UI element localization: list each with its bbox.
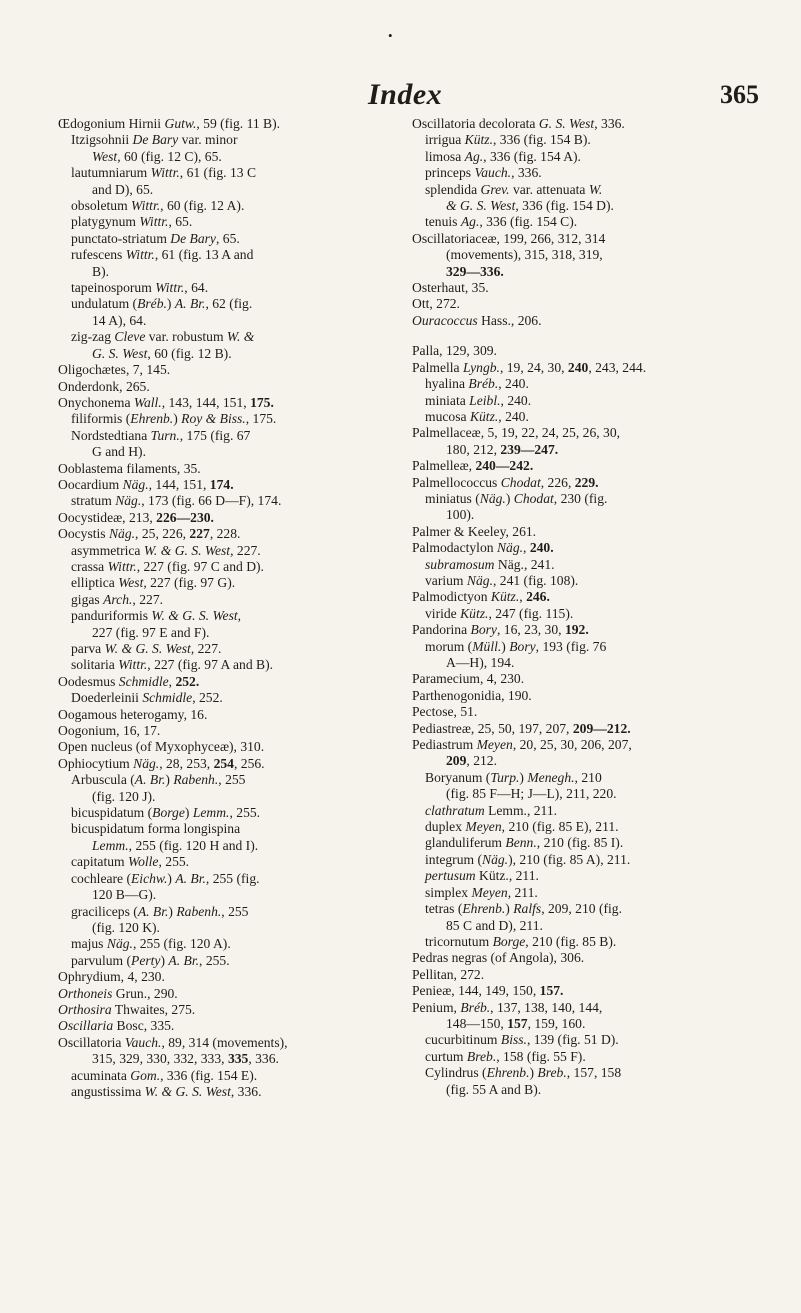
index-entry: duplex Meyen, 210 (fig. 85 E), 211.	[425, 819, 619, 835]
index-entry: Ouracoccus Hass., 206.	[412, 312, 542, 328]
index-entry: princeps Vauch., 336.	[425, 165, 542, 181]
index-entry: Orthoneis Grun., 290.	[58, 985, 178, 1001]
index-entry: Arbuscula (A. Br.) Rabenh., 255	[71, 772, 246, 788]
index-entry: integrum (Näg.), 210 (fig. 85 A), 211.	[425, 851, 631, 867]
index-entry: punctato-striatum De Bary, 65.	[71, 230, 240, 246]
index-entry: pertusum Kütz., 211.	[425, 868, 539, 884]
index-column-right	[412, 116, 762, 1098]
index-entry: Cylindrus (Ehrenb.) Breb., 157, 158	[425, 1065, 622, 1081]
index-entry: 120 B—G).	[92, 887, 157, 903]
index-entry: Oocystideæ, 213, 226—230.	[58, 509, 214, 525]
index-entry: angustissima W. & G. S. West, 336.	[71, 1083, 262, 1099]
index-entry: Paramecium, 4, 230.	[412, 671, 525, 687]
index-entry: & G. S. West, 336 (fig. 154 D).	[446, 198, 614, 214]
index-entry: 85 C and D), 211.	[446, 917, 543, 933]
index-entry: Osterhaut, 35.	[412, 280, 489, 296]
index-entry: (movements), 315, 318, 319,	[446, 247, 603, 263]
index-entry: Nordstedtiana Turn., 175 (fig. 67	[71, 427, 251, 443]
section-gap	[412, 329, 762, 343]
index-entry: Penium, Bréb., 137, 138, 140, 144,	[412, 999, 603, 1015]
index-column-left	[58, 116, 398, 1100]
index-entry: obsoletum Wittr., 60 (fig. 12 A).	[71, 198, 245, 214]
index-entry: tricornutum Borge, 210 (fig. 85 B).	[425, 933, 617, 949]
index-entry: 329—336.	[446, 263, 504, 279]
index-entry: Oogamous heterogamy, 16.	[58, 706, 208, 722]
index-entry: bicuspidatum forma longispina	[71, 821, 241, 837]
index-entry: G. S. West, 60 (fig. 12 B).	[92, 345, 232, 361]
index-entry: Ophrydium, 4, 230.	[58, 969, 165, 985]
index-entry: 180, 212, 239—247.	[446, 441, 559, 457]
index-entry: platygynum Wittr., 65.	[71, 214, 193, 230]
page-number: 365	[720, 80, 759, 109]
index-entry: 14 A), 64.	[92, 312, 147, 328]
index-entry: Palmelleæ, 240—242.	[412, 458, 534, 474]
index-entry: panduriformis W. & G. S. West,	[71, 608, 242, 624]
index-entry: asymmetrica W. & G. S. West, 227.	[71, 542, 261, 558]
index-entry: crassa Wittr., 227 (fig. 97 C and D).	[71, 558, 264, 574]
index-entry: West, 60 (fig. 12 C), 65.	[92, 148, 222, 164]
index-entry: Pellitan, 272.	[412, 966, 485, 982]
index-entry: acuminata Gom., 336 (fig. 154 E).	[71, 1067, 258, 1083]
index-entry: bicuspidatum (Borge) Lemm., 255.	[71, 805, 261, 821]
index-entry: undulatum (Bréb.) A. Br., 62 (fig.	[71, 296, 253, 312]
index-entry: Onychonema Wall., 143, 144, 151, 175.	[58, 394, 274, 410]
index-entry: miniatus (Näg.) Chodat, 230 (fig.	[425, 490, 608, 506]
index-entry: Orthosira Thwaites, 275.	[58, 1001, 196, 1017]
index-entry: parvulum (Perty) A. Br., 255.	[71, 952, 230, 968]
index-entry: Oscillatoriaceæ, 199, 266, 312, 314	[412, 230, 606, 246]
page-header	[0, 56, 801, 116]
index-entry: mucosa Kütz., 240.	[425, 408, 529, 424]
index-entry: cucurbitinum Biss., 139 (fig. 51 D).	[425, 1032, 619, 1048]
index-entry: elliptica West, 227 (fig. 97 G).	[71, 575, 236, 591]
index-entry: Palmellococcus Chodat, 226, 229.	[412, 474, 599, 490]
index-entry: Palmellaceæ, 5, 19, 22, 24, 25, 26, 30,	[412, 425, 621, 441]
index-entry: 148—150, 157, 159, 160.	[446, 1015, 586, 1031]
index-entry: Ophiocytium Näg., 28, 253, 254, 256.	[58, 755, 265, 771]
stray-mark: •	[388, 28, 393, 43]
index-entry: Oodesmus Schmidle, 252.	[58, 673, 200, 689]
index-entry: 227 (fig. 97 E and F).	[92, 624, 210, 640]
index-entry: Pectose, 51.	[412, 704, 478, 720]
index-entry: Boryanum (Turp.) Menegh., 210	[425, 769, 602, 785]
index-entry: Pediastrum Meyen, 20, 25, 30, 206, 207,	[412, 737, 632, 753]
index-entry: subramosum Näg., 241.	[425, 556, 555, 572]
index-entry: zig-zag Cleve var. robustum W. &	[71, 329, 255, 345]
index-entry: morum (Müll.) Bory, 193 (fig. 76	[425, 638, 607, 654]
index-entry: clathratum Lemm., 211.	[425, 802, 558, 818]
index-entry: Ooblastema filaments, 35.	[58, 460, 201, 476]
index-entry: solitaria Wittr., 227 (fig. 97 A and B).	[71, 657, 274, 673]
index-entry: 209, 212.	[446, 753, 497, 769]
index-entry: viride Kütz., 247 (fig. 115).	[425, 605, 574, 621]
index-entry: parva W. & G. S. West, 227.	[71, 641, 222, 656]
index-entry: 315, 329, 330, 332, 333, 335, 336.	[92, 1051, 279, 1067]
index-entry: (fig. 85 F—H; J—L), 211, 220.	[446, 786, 617, 802]
index-entry: Onderdonk, 265.	[58, 378, 150, 394]
index-entry: miniata Leibl., 240.	[425, 392, 532, 408]
index-entry: glanduliferum Benn., 210 (fig. 85 I).	[425, 835, 624, 851]
index-entry: Ott, 272.	[412, 296, 460, 312]
index-entry: simplex Meyen, 211.	[425, 884, 538, 900]
index-entry: B).	[92, 263, 109, 279]
index-entry: Oscillatoria Vauch., 89, 314 (movements),	[58, 1034, 288, 1050]
index-entry: limosa Ag., 336 (fig. 154 A).	[425, 148, 581, 164]
index-entry: rufescens Wittr., 61 (fig. 13 A and	[71, 247, 254, 263]
index-entry: Oocystis Näg., 25, 226, 227, 228.	[58, 526, 241, 542]
index-entry: lautumniarum Wittr., 61 (fig. 13 C	[71, 165, 257, 181]
index-entry: Itzigsohnii De Bary var. minor	[71, 132, 238, 148]
index-entry: splendida Grev. var. attenuata W.	[425, 181, 603, 197]
index-entry: tapeinosporum Wittr., 64.	[71, 280, 209, 296]
index-entry: and D), 65.	[92, 181, 154, 197]
index-entry: Pediastreæ, 25, 50, 197, 207, 209—212.	[412, 720, 631, 736]
index-entry: Oocardium Näg., 144, 151, 174.	[58, 476, 234, 492]
index-entry: tenuis Ag., 336 (fig. 154 C).	[425, 214, 578, 230]
index-entry: Oscillatoria decolorata G. S. West, 336.	[412, 116, 625, 131]
index-entry: graciliceps (A. Br.) Rabenh., 255	[71, 903, 249, 919]
index-entry: irrigua Kütz., 336 (fig. 154 B).	[425, 132, 591, 148]
index-entry: Œdogonium Hirnii Gutw., 59 (fig. 11 B).	[58, 116, 281, 131]
index-entry: Penieæ, 144, 149, 150, 157.	[412, 983, 564, 999]
index-entry: hyalina Bréb., 240.	[425, 376, 529, 392]
index-entry: tetras (Ehrenb.) Ralfs, 209, 210 (fig.	[425, 901, 622, 917]
index-entry: cochleare (Eichw.) A. Br., 255 (fig.	[71, 870, 260, 886]
index-entry: capitatum Wolle, 255.	[71, 854, 190, 870]
index-entry: Pedras negras (of Angola), 306.	[412, 950, 585, 966]
index-entry: varium Näg., 241 (fig. 108).	[425, 572, 579, 588]
index-entry: Parthenogonidia, 190.	[412, 687, 532, 703]
index-entry: G and H).	[92, 444, 146, 460]
index-entry: filiformis (Ehrenb.) Roy & Biss., 175.	[71, 411, 277, 427]
index-entry: curtum Breb., 158 (fig. 55 F).	[425, 1048, 586, 1064]
index-entry: stratum Näg., 173 (fig. 66 D—F), 174.	[71, 493, 282, 509]
index-entry: Open nucleus (of Myxophyceæ), 310.	[58, 739, 265, 755]
index-entry: Palmodactylon Näg., 240.	[412, 540, 554, 556]
index-entry: Palmella Lyngb., 19, 24, 30, 240, 243, 244.	[412, 359, 647, 375]
index-entry: (fig. 120 K).	[92, 919, 160, 935]
index-entry: Palmer & Keeley, 261.	[412, 523, 537, 539]
index-entry: gigas Arch., 227.	[71, 591, 164, 607]
index-entry: A—H), 194.	[446, 655, 515, 670]
page-title: Index	[368, 78, 443, 111]
index-entry: Oligochætes, 7, 145.	[58, 362, 171, 378]
index-entry: majus Näg., 255 (fig. 120 A).	[71, 936, 231, 952]
index-entry: (fig. 55 A and B).	[446, 1081, 542, 1097]
index-entry: Palla, 129, 309.	[412, 343, 497, 359]
index-entry: (fig. 120 J).	[92, 788, 156, 804]
index-entry: 100).	[446, 507, 475, 523]
index-entry: Doederleinii Schmidle, 252.	[71, 690, 223, 706]
index-entry: Pandorina Bory, 16, 23, 30, 192.	[412, 622, 589, 638]
index-entry: Palmodictyon Kütz., 246.	[412, 589, 550, 605]
index-entry: Oscillaria Bosc, 335.	[58, 1018, 175, 1034]
index-entry: Lemm., 255 (fig. 120 H and I).	[92, 837, 259, 853]
index-entry: Oogonium, 16, 17.	[58, 723, 161, 739]
